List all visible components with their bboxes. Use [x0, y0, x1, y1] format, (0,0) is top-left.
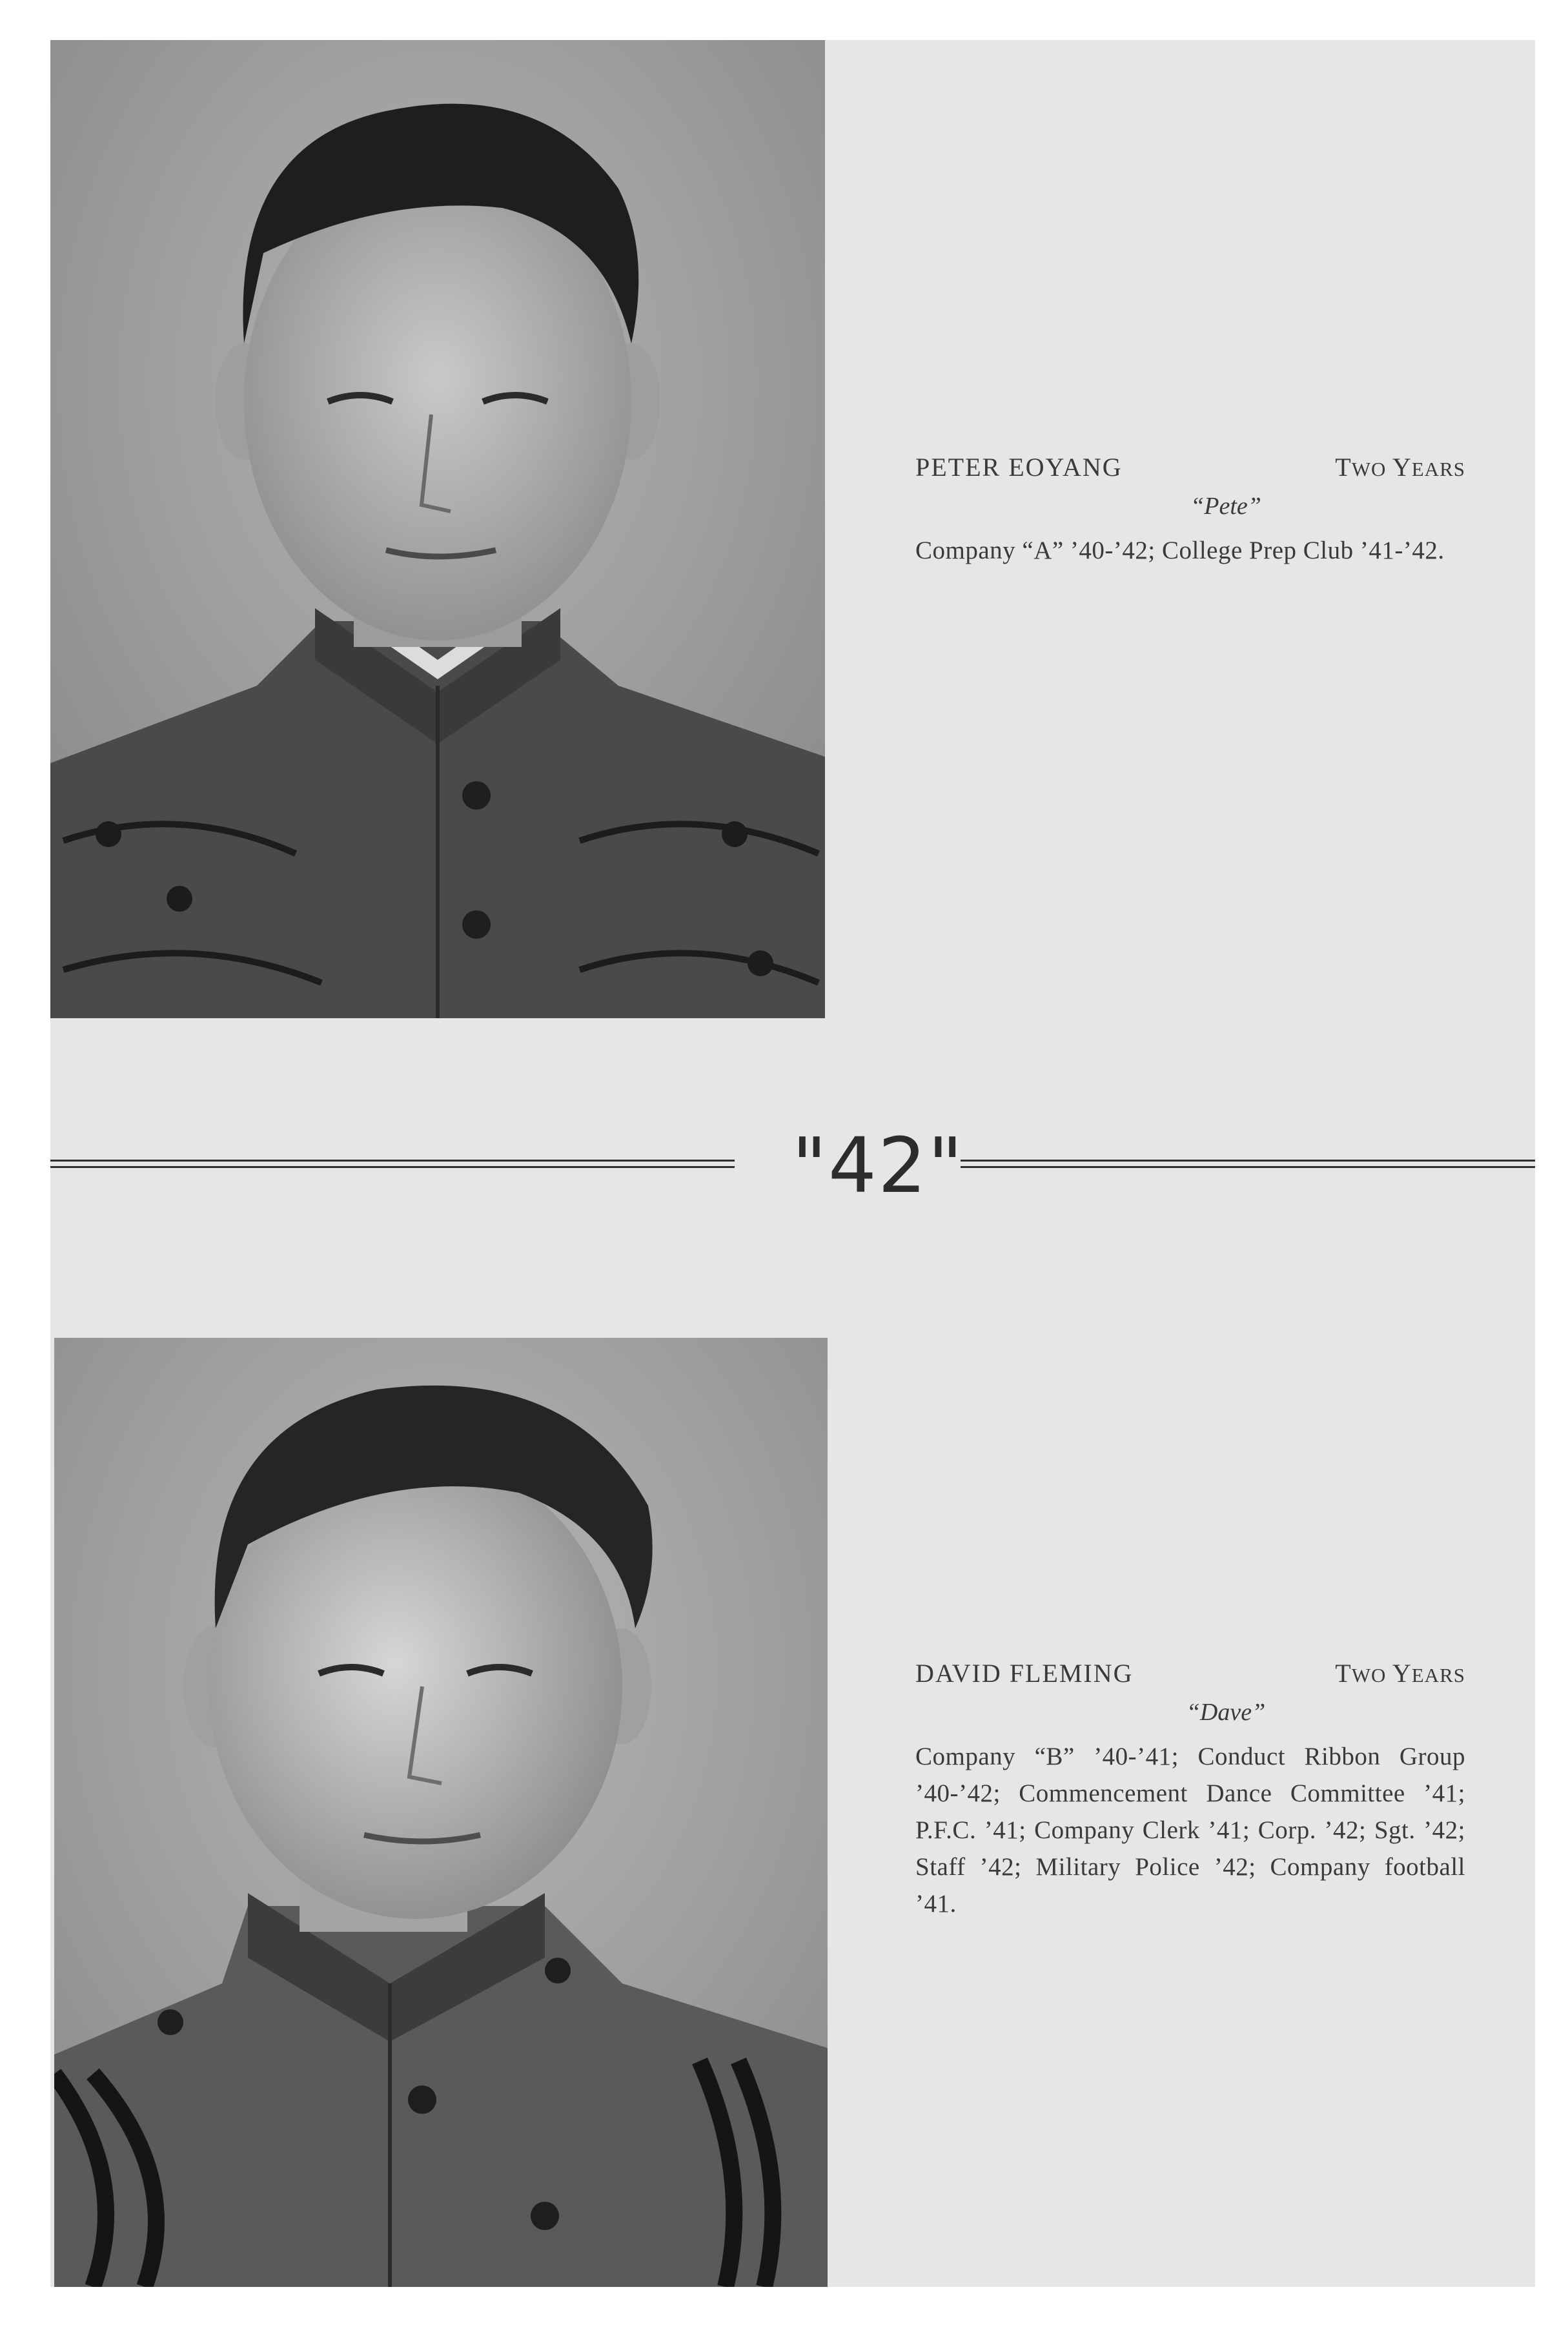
cadet-nickname: “Pete” — [1190, 493, 1261, 520]
cadet-record: Company “B” ’40-’41; Conduct Ribbon Group ’40-’42; Commencement Dance Committee ’41; P.F.C. ’41; Company Clerk ’41; Corp. ’42; Sgt. ’42; Staff ’42; Military Police ’42; Company football ’41. — [915, 1743, 1465, 1918]
divider-rule-right-lower — [961, 1166, 1535, 1168]
name-row — [915, 452, 1465, 492]
portrait-photo-peter-eoyang — [50, 40, 825, 1018]
cadet-record: Company “A” ’40-’42; College Prep Club ’41-’42. — [915, 537, 1445, 564]
cadet-name: DAVID FLEMING — [915, 1659, 1134, 1688]
divider-rule-right-upper — [961, 1160, 1535, 1162]
class-year-label: "42" — [791, 1121, 964, 1210]
cadet-entry-peter-eoyang — [915, 452, 1465, 569]
class-year-divider — [50, 1121, 1535, 1210]
years-attended: TWO YEARS — [1335, 453, 1465, 482]
cadet-nickname: “Dave” — [1186, 1699, 1266, 1726]
cadet-entry-david-fleming — [915, 1658, 1465, 1922]
years-attended: TWO YEARS — [1335, 1659, 1465, 1688]
divider-rule-left-lower — [50, 1166, 735, 1168]
portrait-photo-david-fleming — [54, 1338, 828, 2287]
cadet-name: PETER EOYANG — [915, 453, 1123, 482]
name-row — [915, 1658, 1465, 1698]
divider-rule-left-upper — [50, 1160, 735, 1162]
